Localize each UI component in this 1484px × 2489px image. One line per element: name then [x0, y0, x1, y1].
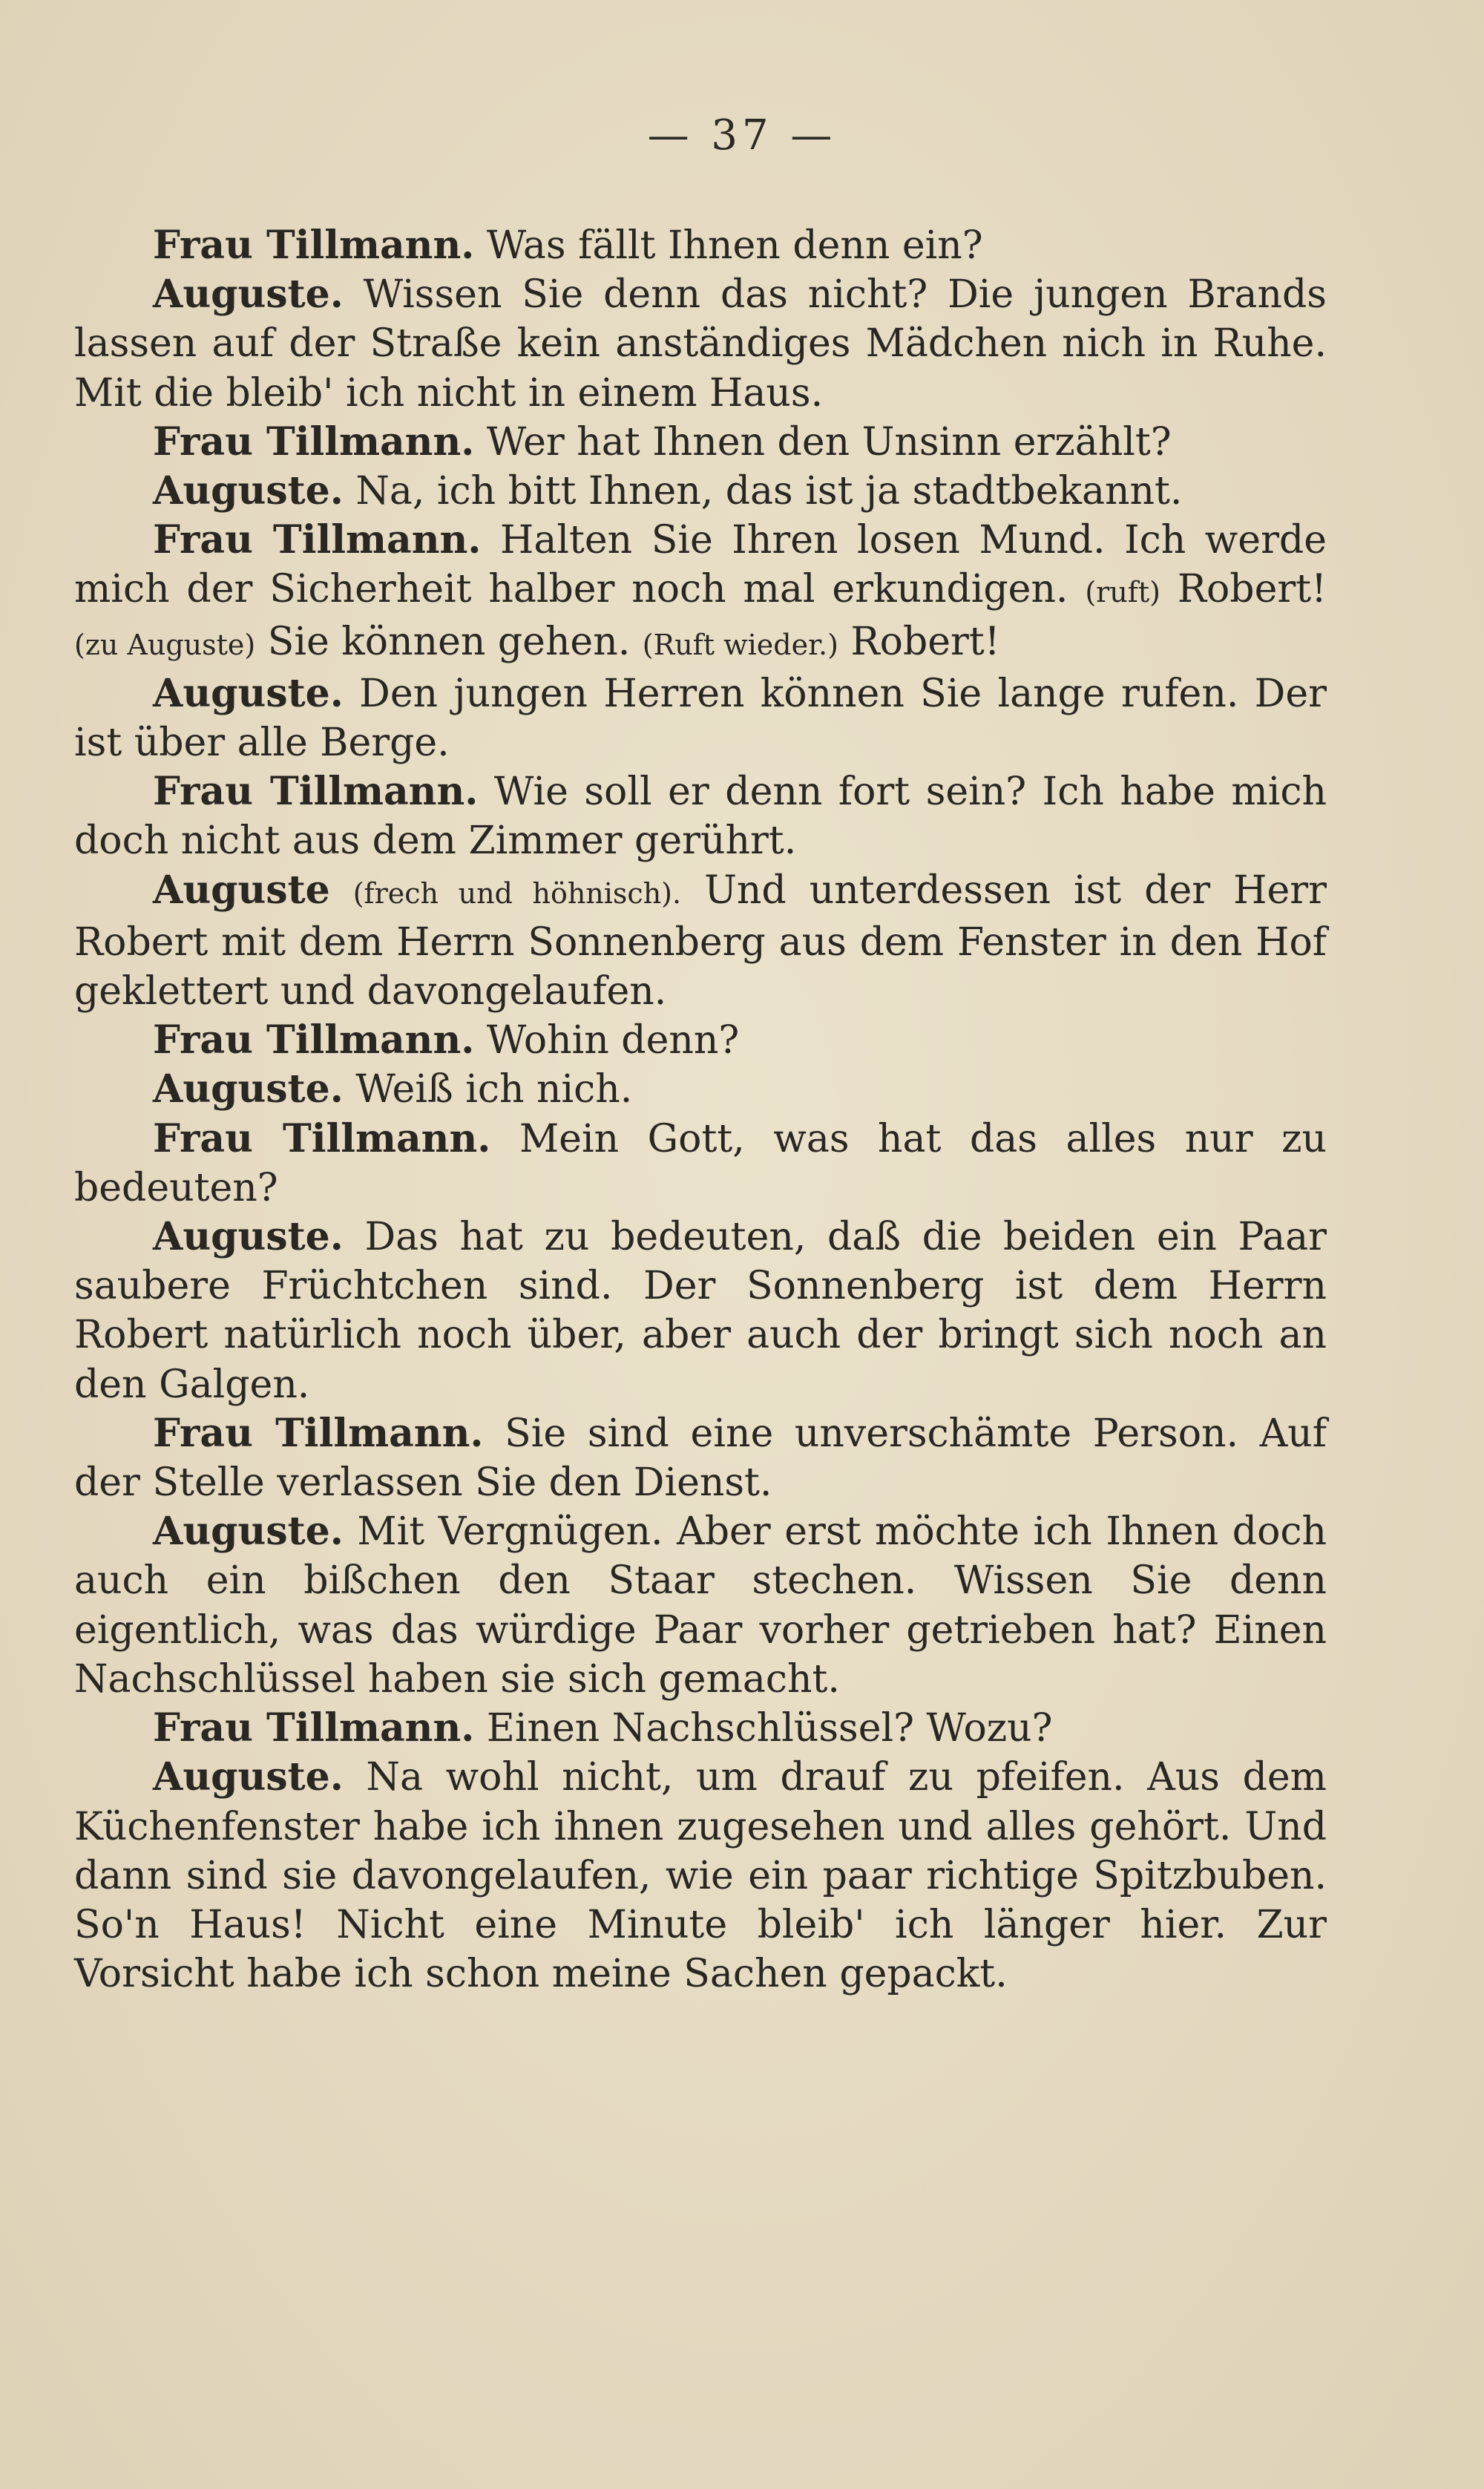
- dialogue-text: Halten Sie Ihren losen Mund. Ich werde mich der Sicherheit halber noch mal erkundigen.: [74, 518, 1327, 612]
- stage-direction: (ruft): [1085, 576, 1160, 609]
- speaker-name: Frau Tillmann.: [153, 419, 475, 465]
- speaker-name: Auguste.: [153, 1509, 344, 1555]
- speaker-name: Auguste.: [153, 272, 344, 318]
- dialogue-text: Sie sind eine unverschämte Person. Auf der Stelle verlassen Sie den Dienst.: [74, 1411, 1327, 1506]
- dialogue-line: [74, 467, 1327, 516]
- dialogue-line: [74, 1115, 1327, 1213]
- speaker-name: Auguste.: [153, 670, 344, 716]
- dialogue-text: Mit Vergnügen. Aber erst möchte ich Ihnen doch auch ein bißchen den Staar stechen. Wissen Sie denn eigentlich, was das würdige Paar vorher getrieben hat? Einen Nachschlüssel haben sie sich gemacht.: [74, 1509, 1327, 1702]
- speaker-name: Frau Tillmann.: [153, 517, 482, 563]
- speaker-name: Frau Tillmann.: [153, 1410, 484, 1456]
- dialogue-text: Den jungen Herren können Sie lange rufen. Der ist über alle Berge.: [74, 671, 1327, 766]
- dialogue-line: [74, 1213, 1327, 1409]
- dialogue-text: Wissen Sie denn das nicht? Die jungen Brands lassen auf der Straße kein anständiges Mädchen nich in Ruhe. Mit die bleib' ich nicht in einem Haus.: [74, 272, 1327, 416]
- dialogue-text: Was fällt Ihnen denn ein?: [474, 223, 983, 268]
- dialogue-text: Wer hat Ihnen den Unsinn erzählt?: [474, 419, 1172, 465]
- dialogue-line: [74, 1016, 1327, 1065]
- dialogue-line: [74, 767, 1327, 865]
- speaker-name: Frau Tillmann.: [153, 1705, 475, 1751]
- speaker-name: Auguste.: [153, 468, 344, 514]
- dialogue-text: Das hat zu bedeuten, daß die beiden ein Paar saubere Früchtchen sind. Der Sonnenberg ist dem Herrn Robert natürlich noch über, aber auch der bringt sich noch an den Galgen.: [74, 1215, 1327, 1407]
- dialogue-line: [74, 1065, 1327, 1114]
- dialogue-text: Robert!: [1160, 567, 1327, 612]
- dialogue-line: [74, 1704, 1327, 1753]
- dialogue-line: [74, 221, 1327, 270]
- dialogue-line: [74, 1507, 1327, 1704]
- dialogue-text: Sie können gehen.: [255, 619, 643, 664]
- speaker-name: Auguste: [153, 867, 330, 913]
- dialogue-line: [74, 1753, 1327, 1998]
- dialogue-line: [74, 669, 1327, 767]
- speaker-name: Frau Tillmann.: [153, 1017, 475, 1063]
- dialogue-line: [74, 866, 1327, 1017]
- dialogue-text: Na wohl nicht, um drauf zu pfeifen. Aus dem Küchenfenster habe ich ihnen zugesehen und alles gehört. Und dann sind sie davongelaufen, wie ein paar richtige Spitzbuben. So'n Haus! Nicht eine Minute bleib' ich länger hier. Zur Vorsicht habe ich schon meine Sachen gepackt.: [74, 1755, 1327, 1997]
- speaker-name: Auguste.: [153, 1066, 344, 1112]
- speaker-name: Frau Tillmann.: [153, 223, 475, 268]
- stage-direction: (frech und höhnisch).: [352, 876, 682, 910]
- speaker-name: Auguste.: [153, 1754, 344, 1800]
- dialogue-text: Wie soll er denn fort sein? Ich habe mich doch nicht aus dem Zimmer gerührt.: [74, 770, 1327, 864]
- spacer: [330, 868, 353, 913]
- stage-direction: (zu Auguste): [74, 628, 256, 661]
- speaker-name: Auguste.: [153, 1214, 344, 1260]
- dialogue-text: Weiß ich nich.: [343, 1067, 633, 1112]
- dialogue-text: Einen Nachschlüssel? Wozu?: [474, 1706, 1053, 1751]
- play-text: [74, 221, 1327, 1998]
- dialogue-line: [74, 1409, 1327, 1507]
- speaker-name: Frau Tillmann.: [153, 1115, 491, 1161]
- dialogue-text: Na, ich bitt Ihnen, das ist ja stadtbekannt.: [343, 469, 1183, 514]
- stage-direction: (Ruft wieder.): [642, 628, 838, 661]
- dialogue-text: Mein Gott, was hat das alles nur zu bedeuten?: [74, 1116, 1327, 1210]
- dialogue-text: Robert!: [838, 619, 1000, 664]
- dialogue-text: Wohin denn?: [474, 1018, 740, 1063]
- dialogue-line: [74, 516, 1327, 669]
- speaker-name: Frau Tillmann.: [153, 769, 479, 815]
- dialogue-line: [74, 418, 1327, 467]
- dialogue-text: Und unterdessen ist der Herr Robert mit dem Herrn Sonnenberg aus dem Fenster in den Hof geklettert und davongelaufen.: [74, 868, 1327, 1014]
- dialogue-line: [74, 270, 1327, 418]
- page-number: — 37 —: [647, 111, 837, 160]
